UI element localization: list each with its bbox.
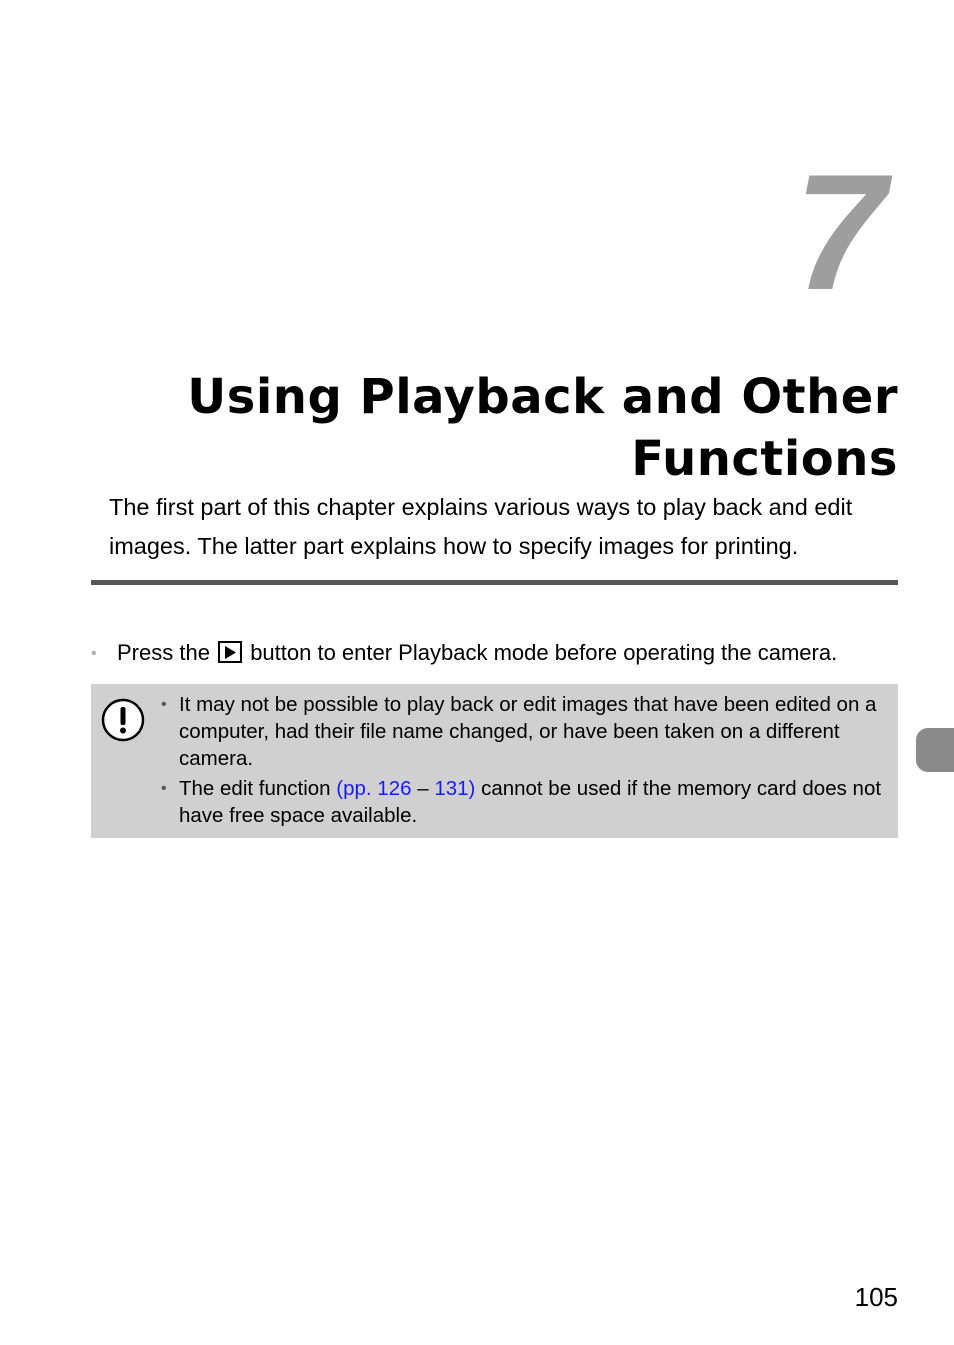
chapter-title [138, 366, 898, 490]
bullet-icon: • [91, 645, 97, 662]
caution-item [161, 691, 889, 772]
caution-item-text-before: The edit function [179, 777, 331, 800]
chapter-number: 7 [794, 140, 882, 324]
chapter-intro: The first part of this chapter explains various ways to play back and edit images. The latter part explains how to specify images for printing. [109, 494, 853, 559]
chapter-title-line1: Using Playback and Other [187, 369, 898, 425]
pre-note-text-after: button to enter Playback mode before operating the camera. [250, 640, 838, 665]
chapter-title-line2: Functions [631, 431, 898, 487]
chapter-side-tab [916, 728, 954, 772]
caution-item-text: It may not be possible to play back or edit images that have been edited on a computer, had their file name changed, or have been taken on a different camera. [179, 693, 877, 770]
bullet-icon: • [161, 780, 167, 797]
caution-box [91, 684, 898, 838]
caution-item-text-after: cannot be used if the memory card does not have free space available. [179, 777, 882, 827]
caution-exclamation-icon [101, 698, 145, 747]
page-number: 105 [854, 1282, 898, 1312]
pre-note [91, 638, 911, 669]
caution-item [161, 775, 889, 829]
page-range-dash: – [417, 777, 429, 800]
caution-list [161, 691, 889, 832]
page-link-131[interactable]: 131) [434, 777, 476, 800]
page-link-126[interactable]: (pp. 126 [336, 777, 412, 800]
pre-note-text-before: Press the [117, 640, 210, 665]
section-divider [91, 580, 898, 585]
playback-icon [218, 641, 242, 663]
bullet-icon: • [161, 696, 167, 713]
